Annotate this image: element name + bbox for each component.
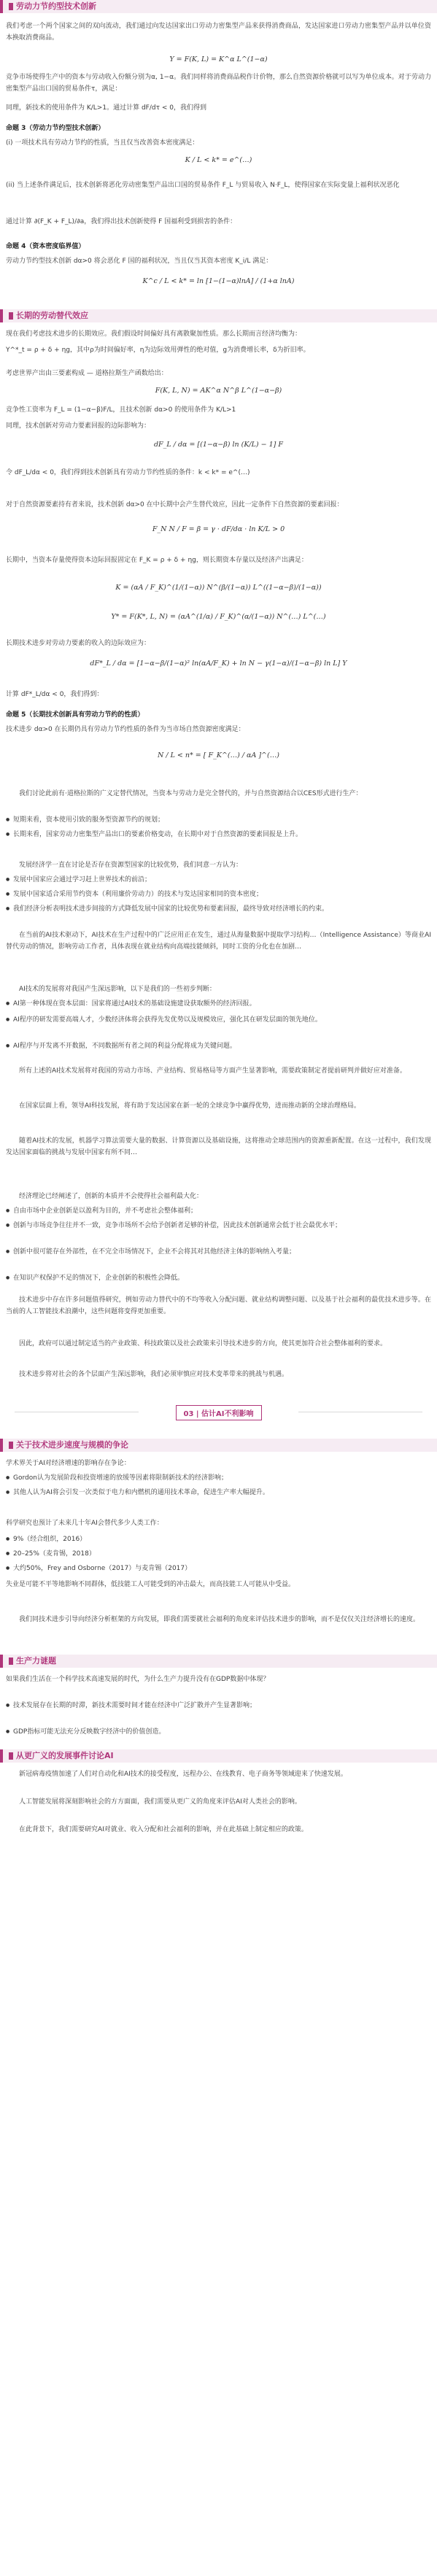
- paragraph: 新冠病毒疫情加速了人们对自动化和AI技术的接受程度，远程办公、在线教育、电子商务等领域迎来了快速发展。: [19, 1771, 347, 1778]
- list-item: ● 其他人认为AI将会引发一次类似于电力和内燃机的通用技术革命，促进生产率大幅提升。: [13, 1487, 429, 1498]
- paragraph: 考虑世界产出由三要素构成 — 道格拉斯生产函数给出：: [6, 370, 168, 377]
- list-item: ● 长期来看，国家劳动力密集型产品出口的要素价格变动，在长期中对于自然资源的要素回报是上升。: [13, 829, 429, 840]
- equation: Y* = F(K*, L, N) = (αA^(1/α) / F_K)^(α/(1−α)) N^(…) L^(…): [111, 613, 326, 621]
- list-item: ● AI第一种体现在资本层面：国家将通过AI技术的基础设施建设获取额外的经济回报。: [13, 998, 429, 1010]
- paragraph: 所有上述的AI技术发展将对我国的劳动力市场、产业结构、贸易格局等方面产生显著影响，需要政策制定者提前研判并做好应对准备。: [19, 1067, 406, 1075]
- list-item: ● 20–25%（麦肯锡，2018）: [13, 1548, 429, 1560]
- paragraph: 长期中，当资本存量使得资本边际回报固定在 F_K = ρ + δ + ηg，则长期资本存量以及经济产出满足：: [6, 557, 308, 564]
- list-item: ● 发展中国家应会通过学习赶上世界技术的前沿；: [13, 874, 429, 886]
- section-marker-icon: [9, 312, 13, 320]
- list-item: ● 创新与市场竞争往往并不一致，竞争市场所不会给予创新者足够的补偿，因此技术创新通常会低于社会最优水平；: [13, 1220, 429, 1231]
- paragraph: 我们讨论此前有·道格拉斯的广义定替代情况，当资本与劳动力是完全替代的，并与自然资源结合以CES形式进行生产：: [19, 790, 363, 797]
- equation: K / L < k* = e^(…): [185, 156, 252, 164]
- section-header-broader: [0, 1749, 437, 1763]
- section-marker-icon: [9, 3, 13, 10]
- chapter-tag-label: 03 | 估计AI不利影响: [176, 1405, 262, 1420]
- list-item: ● 9%（经合组织，2016）: [13, 1533, 429, 1545]
- equation: F_N N / F = β = γ · dF/dα · ln K/L > 0: [152, 525, 285, 533]
- list-item: ● 发展中国家适合采用节约资本（利用廉价劳动力）的技术与发达国家相同的资本密度；: [13, 889, 429, 900]
- paragraph: 通过计算 ∂(F_K + F_L)/∂a，我们得出技术创新使得 F 国福利受到损害的条件：: [6, 218, 237, 225]
- section-marker-icon: [9, 1442, 13, 1449]
- paragraph: 同理，技术创新对劳动力要素回报的边际影响为：: [6, 422, 151, 430]
- paragraph: 我们考虑一个两个国家之间的双向流动，我们通过向发达国家出口劳动力密集型产品来获得消费商品，发达国家进口劳动力密集型产品并以单位资本换取消费商品。: [6, 23, 431, 42]
- list-item: ● 在知识产权保护不足的情况下，企业创新的积极性会降低。: [13, 1272, 429, 1284]
- list-item: ● AI程序的研发需要高端人才，少数经济体将会获得先发优势以及规模效应，强化其在研发层面的领先地位。: [13, 1014, 429, 1026]
- paragraph: AI技术的发展将对我国产生深远影响，以下是我们的一些初步判断：: [19, 986, 216, 993]
- paragraph: 随着AI技术的发展，机器学习算法需要大量的数据、计算资源以及基础设施，这将推动全球范围内的资源重新配置。在这一过程中，我们发现发达国家面临的挑战与发展中国家有所不同…: [6, 1137, 431, 1156]
- section-title: 从更广义的发展事件讨论AI: [16, 1751, 114, 1760]
- section-marker-icon: [9, 1752, 13, 1760]
- proposition-title: 命题 5（长期技术创新具有劳动力节约的性质）: [6, 711, 144, 719]
- section-title: 长期的劳动替代效应: [16, 311, 88, 320]
- list-item: ● AI程序与开发离不开数据，不同数据所有者之间的利益分配将成为关键问题。: [13, 1040, 429, 1052]
- paragraph: 竞争性工资率为 F_L = (1−α−β)F/L，且技术创新 dα>0 的使用条件为 K/L>1: [6, 406, 236, 414]
- paragraph: 计算 dF*_L/dα < 0，我们得到：: [6, 691, 104, 698]
- section-header-long-term: [0, 309, 437, 322]
- list-item: ● 技术发展存在长期的时滞，新技术需要时间才能在经济中广泛扩散并产生显著影响；: [13, 1700, 429, 1711]
- section-header-debate: [0, 1439, 437, 1452]
- list-item: ● 大约50%，Frey and Osborne（2017）与麦肯锡（2017）: [13, 1563, 429, 1574]
- paragraph: Y^*_t = ρ + δ + ηg，其中ρ为时间偏好率，η为边际效用弹性的绝对值，g为消费增长率，δ为折旧率。: [6, 347, 310, 354]
- section-title: 关于技术进步速度与规模的争论: [16, 1440, 128, 1450]
- paragraph: 技术进步将对社会的各个层面产生深远影响，我们必须审慎应对技术变革带来的挑战与机遇。: [19, 1371, 289, 1378]
- list-item: ● GDP指标可能无法充分反映数字经济中的价值创造。: [13, 1726, 429, 1738]
- chapter-tag: [0, 1405, 437, 1420]
- equation: N / L < n* = [ F_K^(…) / αA ]^(…): [158, 751, 279, 759]
- paragraph: 令 dF_L/dα < 0，我们得到技术创新具有劳动力节约性质的条件：k < k* = e^(…): [6, 469, 250, 476]
- paragraph: 发展经济学一直在讨论是否存在资源型国家的比较优势，我们同意一方认为：: [19, 862, 243, 869]
- paragraph: 如果我们生活在一个科学技术高速发展的时代，为什么生产力提升没有在GDP数据中体现？: [6, 1676, 270, 1683]
- paragraph: 失业是可能不平等地影响不同群体，低技能工人可能受到的冲击最大，而高技能工人可能从中受益。: [6, 1581, 295, 1588]
- list-item: ● 自由市场中企业创新是以盈利为目的，并不考虑社会整体福利；: [13, 1205, 429, 1217]
- paragraph: 对于自然资源要素持有者来说，技术创新 dα>0 在中长期中会产生替代效应，因此一定条件下自然资源的要素回报：: [6, 501, 344, 508]
- list-item: ● 短期来看，资本使用引致的服务型资源节约的规划；: [13, 814, 429, 826]
- list-item: ● Gordon认为发展阶段和投资增速的放缓等因素将限制新技术的经济影响；: [13, 1472, 429, 1484]
- paragraph: 技术进步中存在许多问题值得研究，例如劳动力替代中的不均等收入分配问题、就业结构调整问题、以及基于社会福利的最优技术进步等。在当前的人工智能技术浪潮中，这些问题将变得更加重要。: [6, 1296, 431, 1315]
- paragraph: 现在我们考虑技术进步的长期效应。我们假设时间偏好具有离散聚加性质。那么长期而言经济均衡为：: [6, 330, 302, 338]
- paragraph: 科学研究也预计了未来几十年AI会替代多少人类工作：: [6, 1520, 163, 1527]
- section-title: 劳动力节约型技术创新: [16, 1, 96, 11]
- equation: dF*_L / dα = [1−α−β/(1−α)² ln(αA/F_K) + ln N − γ(1−α)/(1−α−β) ln L] Y: [90, 660, 347, 668]
- section-header-productivity: [0, 1655, 437, 1668]
- proposition-title: 命题 4（资本密度临界值）: [6, 243, 85, 250]
- section-title: 生产力谜题: [16, 1656, 56, 1666]
- proposition-item: (ii) 当上述条件满足后，技术创新将恶化劳动密集型产品出口国的贸易条件 F_L 与贸易收入 N·F_L，使得国家在实际变量上福利状况恶化: [6, 182, 400, 189]
- paragraph: 劳动力节约型技术创新 dα>0 将会恶化 F 国的福利状况，当且仅当其资本密度 K_i/L 满足：: [6, 258, 273, 265]
- paragraph: 技术进步 dα>0 在长期仍具有劳动力节约性质的条件为当市场自然资源密度满足：: [6, 726, 245, 733]
- paragraph: 在此背景下，我们需要研究AI对就业、收入分配和社会福利的影响，并在此基础上制定相应的政策。: [19, 1826, 308, 1833]
- paragraph: 经济理论已经阐述了，创新的本质并不会使得社会福利最大化：: [19, 1193, 204, 1200]
- paragraph: 人工智能发展将深刻影响社会的方方面面，我们需要从更广义的角度来评估AI对人类社会的影响。: [19, 1798, 301, 1806]
- proposition-item: (i) 一项技术具有劳动力节约的性质，当且仅当改善资本密度满足：: [6, 139, 199, 147]
- paragraph: 我们同技术进步引导向经济分析框架的方向发展，即我们需要就社会福利的角度来评估技术进步的影响，而不是仅仅关注经济增长的速度。: [19, 1616, 420, 1623]
- list-item: ● 我们经济分析表明技术进步间接的方式降低发展中国家的比较优势和要素回报，最终导致对经济增长的约束。: [13, 903, 429, 915]
- equation: F(K, L, N) = AK^α N^β L^(1−α−β): [155, 387, 282, 395]
- paragraph: 在当前的AI技术驱动下，AI技术在生产过程中的广泛应用正在发生，通过从海量数据中提取学习结构…（Intelligence Assistance）等商业AI替代劳动的情况，影响劳动工作者，具体表现在就业结构向高端技能倾斜，同时工资的分化也在加剧…: [6, 932, 431, 951]
- equation: Y = F(K, L) = K^α L^(1−α): [169, 55, 268, 63]
- equation: dF_L / dα = [(1−α−β) ln (K/L) − 1] F: [153, 441, 284, 449]
- paragraph: 竞争市场使得生产中的资本与劳动收入份额分别为α, 1−α。我们同样将消费商品税作计价物，那么自然资源价格就可以写为单位成本。对于劳动力密集型产品出口国的贸易条件τ，满足：: [6, 74, 431, 93]
- section-header-labor-saving: [0, 0, 437, 13]
- equation: K = (αA / F_K)^(1/(1−α)) N^(β/(1−α)) L^((1−α−β)/(1−α)): [115, 584, 322, 592]
- equation: K^c / L < k* = ln [1−(1−α)lnA] / (1+α lnA): [142, 277, 295, 285]
- section-marker-icon: [9, 1658, 13, 1665]
- paragraph: 学术界关于AI对经济增速的影响存在争论：: [6, 1460, 131, 1467]
- paragraph: 在国家层面上看，领导AI科技发展，将有助于发达国家在新一轮的全球竞争中赢得优势，进而推动新的全球治理格局。: [19, 1102, 360, 1110]
- list-item: ● 创新中很可能存在外部性，在不完全市场情况下，企业不会将其对其他经济主体的影响纳入考量；: [13, 1246, 429, 1258]
- paragraph: 因此，政府可以通过制定适当的产业政策、科技政策以及社会政策来引导技术进步的方向，使其更加符合社会整体福利的要求。: [19, 1340, 387, 1347]
- paragraph: 同理，新技术的使用条件为 K/L>1。通过计算 dF/dτ < 0，我们得到: [6, 104, 206, 112]
- paragraph: 长期技术进步对劳动力要素的收入的边际效应为：: [6, 640, 151, 647]
- proposition-title: 命题 3（劳动力节约型技术创新）: [6, 125, 105, 132]
